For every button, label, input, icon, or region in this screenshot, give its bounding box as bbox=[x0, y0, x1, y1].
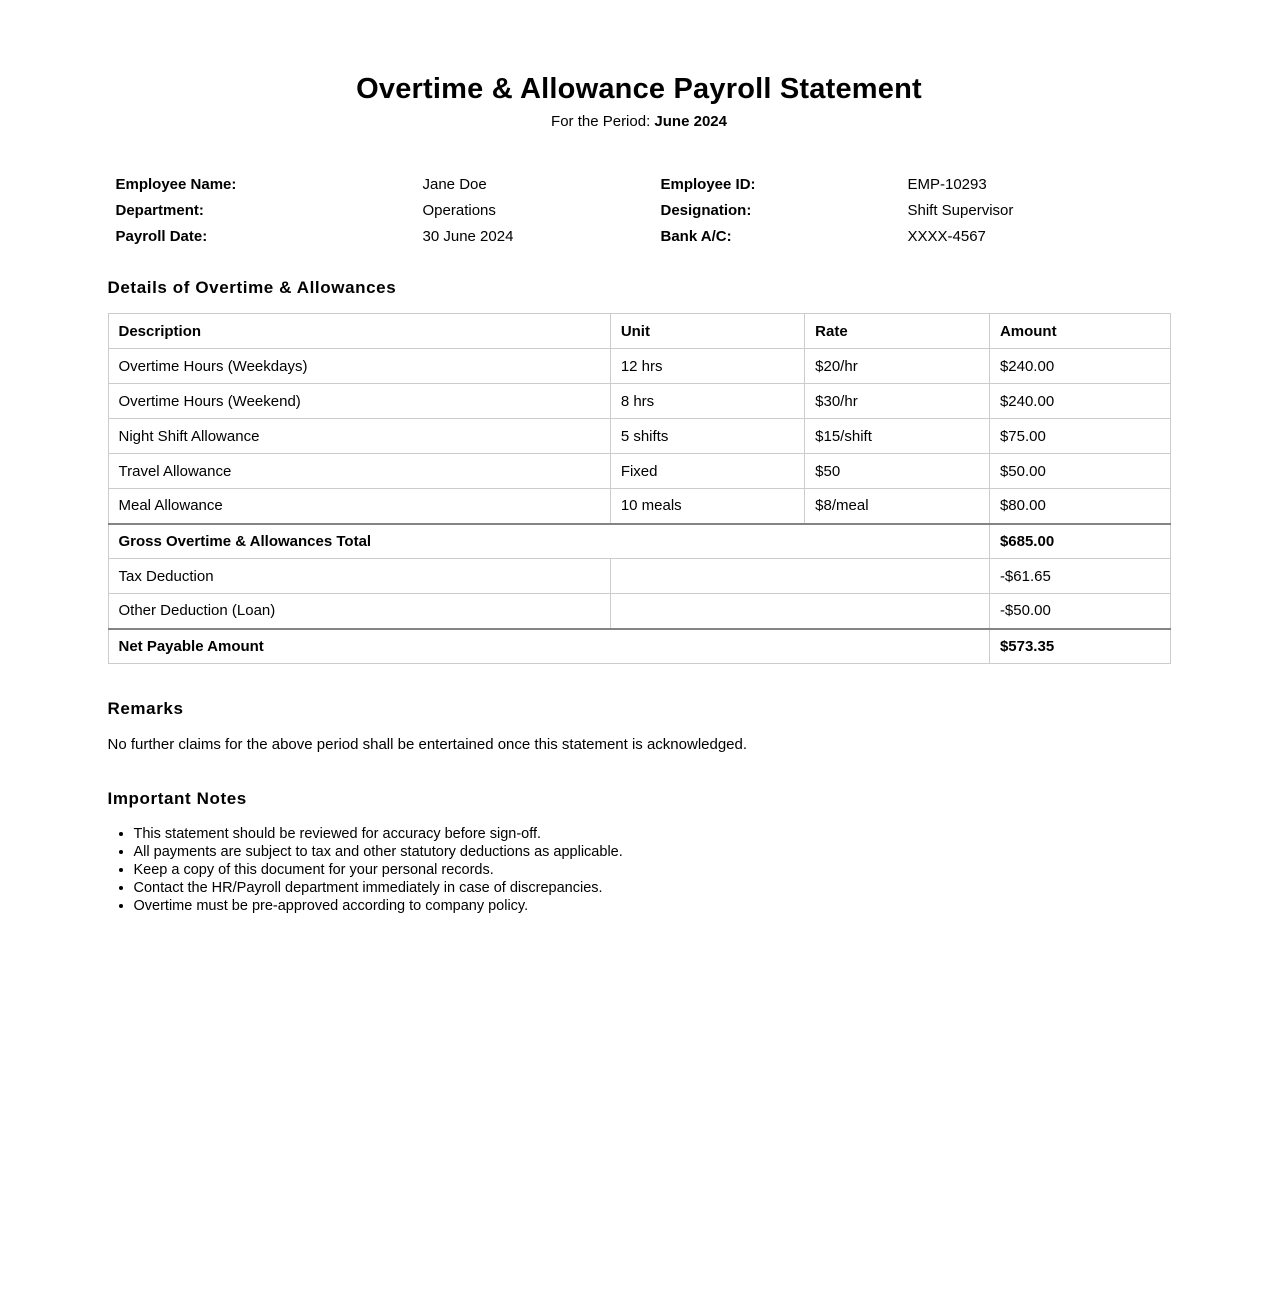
cell-description: Travel Allowance bbox=[108, 454, 610, 489]
table-row bbox=[108, 349, 1170, 384]
column-header-unit: Unit bbox=[610, 314, 804, 349]
note-item: • Keep a copy of this document for your personal records. bbox=[134, 861, 1171, 879]
note-item: • Overtime must be pre-approved according to company policy. bbox=[134, 897, 1171, 915]
employee-name-label: Employee Name: bbox=[115, 175, 237, 193]
deduction-empty-cell bbox=[610, 594, 989, 629]
deduction-amount: -$61.65 bbox=[989, 559, 1170, 594]
deduction-row bbox=[108, 559, 1170, 594]
department-label: Department: bbox=[115, 201, 204, 219]
gross-total-label: Gross Overtime & Allowances Total bbox=[108, 524, 989, 559]
deduction-row bbox=[108, 594, 1170, 629]
note-item: • All payments are subject to tax and other statutory deductions as applicable. bbox=[134, 843, 1171, 861]
table-row bbox=[108, 454, 1170, 489]
deduction-amount: -$50.00 bbox=[989, 594, 1170, 629]
cell-rate: $15/shift bbox=[805, 419, 990, 454]
column-header-description: Description bbox=[108, 314, 610, 349]
gross-total-amount: $685.00 bbox=[989, 524, 1170, 559]
remarks-heading: Remarks bbox=[107, 699, 184, 718]
net-payable-amount: $573.35 bbox=[989, 629, 1170, 664]
deduction-label: Other Deduction (Loan) bbox=[108, 594, 610, 629]
cell-unit: 8 hrs bbox=[610, 384, 804, 419]
details-section-heading: Details of Overtime & Allowances bbox=[107, 278, 397, 297]
cell-amount: $75.00 bbox=[989, 419, 1170, 454]
important-notes-list bbox=[108, 825, 1171, 915]
column-header-amount: Amount bbox=[989, 314, 1170, 349]
bank-account-label: Bank A/C: bbox=[660, 227, 732, 245]
table-row bbox=[108, 419, 1170, 454]
cell-amount: $80.00 bbox=[989, 489, 1170, 524]
designation-label: Designation: bbox=[660, 201, 752, 219]
period-subtitle bbox=[108, 113, 1171, 131]
table-row bbox=[108, 489, 1170, 524]
table-header-row bbox=[108, 314, 1170, 349]
cell-amount: $240.00 bbox=[989, 349, 1170, 384]
overtime-allowances-table bbox=[108, 313, 1171, 664]
cell-unit: 12 hrs bbox=[610, 349, 804, 384]
cell-amount: $240.00 bbox=[989, 384, 1170, 419]
deduction-label: Tax Deduction bbox=[108, 559, 610, 594]
cell-unit: Fixed bbox=[610, 454, 804, 489]
cell-unit: 10 meals bbox=[610, 489, 804, 524]
employee-id-value: EMP-10293 bbox=[907, 175, 987, 193]
cell-description: Overtime Hours (Weekdays) bbox=[108, 349, 610, 384]
column-header-rate: Rate bbox=[805, 314, 990, 349]
cell-rate: $30/hr bbox=[805, 384, 990, 419]
cell-rate: $20/hr bbox=[805, 349, 990, 384]
payroll-date-label: Payroll Date: bbox=[115, 227, 208, 245]
note-item: • This statement should be reviewed for accuracy before sign-off. bbox=[134, 825, 1171, 843]
cell-unit: 5 shifts bbox=[610, 419, 804, 454]
cell-description: Night Shift Allowance bbox=[108, 419, 610, 454]
period-value: June 2024 bbox=[654, 113, 727, 130]
net-payable-row bbox=[108, 629, 1170, 664]
department-value: Operations bbox=[422, 201, 496, 219]
table-row bbox=[108, 384, 1170, 419]
cell-amount: $50.00 bbox=[989, 454, 1170, 489]
remarks-text: No further claims for the above period shall be entertained once this statement is acknowledged. bbox=[107, 736, 748, 753]
gross-total-row bbox=[108, 524, 1170, 559]
document-content bbox=[108, 0, 1171, 915]
employee-name-value: Jane Doe bbox=[422, 175, 487, 193]
page-title: Overtime & Allowance Payroll Statement bbox=[356, 73, 922, 105]
cell-rate: $8/meal bbox=[805, 489, 990, 524]
period-label: For the Period: bbox=[551, 113, 655, 130]
employee-info-grid bbox=[108, 171, 1171, 249]
deduction-empty-cell bbox=[610, 559, 989, 594]
bank-account-value: XXXX-4567 bbox=[907, 227, 986, 245]
net-payable-label: Net Payable Amount bbox=[108, 629, 989, 664]
payroll-date-value: 30 June 2024 bbox=[422, 227, 514, 245]
cell-rate: $50 bbox=[805, 454, 990, 489]
employee-id-label: Employee ID: bbox=[660, 175, 756, 193]
important-notes-heading: Important Notes bbox=[107, 789, 247, 808]
note-item: • Contact the HR/Payroll department immediately in case of discrepancies. bbox=[134, 879, 1171, 897]
cell-description: Meal Allowance bbox=[108, 489, 610, 524]
designation-value: Shift Supervisor bbox=[907, 201, 1014, 219]
cell-description: Overtime Hours (Weekend) bbox=[108, 384, 610, 419]
